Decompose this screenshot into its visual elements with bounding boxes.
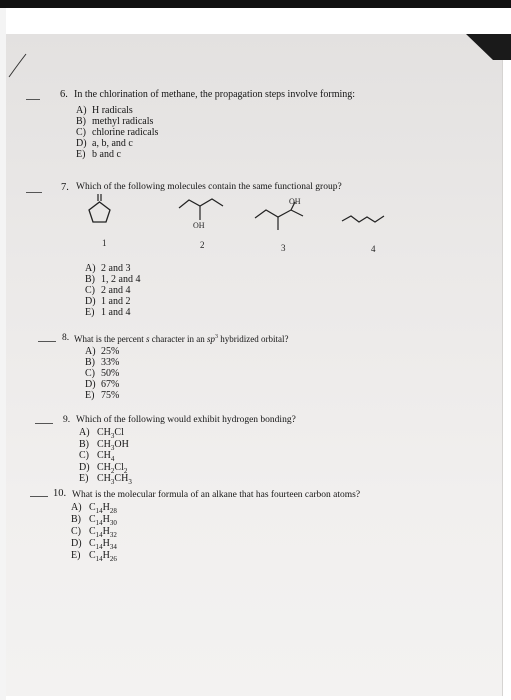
option-letter: C) xyxy=(71,526,81,537)
option-letter: B) xyxy=(71,514,81,525)
molecule-number: 3 xyxy=(281,243,286,253)
option-text: methyl radicals xyxy=(92,116,154,127)
option-letter: C) xyxy=(85,285,95,296)
option-text: H radicals xyxy=(92,105,133,116)
option-text: 2 and 3 xyxy=(101,263,131,274)
option-formula: $CH_4$ xyxy=(97,450,115,463)
stem-part: sp xyxy=(206,334,215,344)
option-letter: D) xyxy=(76,138,87,149)
option-formula: $CH_2Cl_2$ xyxy=(97,461,128,475)
option-text: b and c xyxy=(92,149,121,160)
option-text: 33% xyxy=(101,357,120,368)
option-formula: $CH_3OH$ xyxy=(97,438,129,452)
option-letter: E) xyxy=(71,550,81,561)
option-letter: D) xyxy=(85,296,96,307)
option-letter: C) xyxy=(76,127,86,138)
pen-mark xyxy=(6,50,36,80)
option-letter: D) xyxy=(71,538,82,549)
option-letter: D) xyxy=(79,461,90,473)
option-text: 75% xyxy=(101,390,120,401)
option-letter: E) xyxy=(79,473,89,484)
option-text: 25% xyxy=(101,346,120,357)
molecule-1-cyclopentanone xyxy=(80,193,120,227)
answer-blank-q10[interactable] xyxy=(30,496,48,497)
option-text: chlorine radicals xyxy=(92,127,159,138)
option-formula: $C_{14}H_{30}$ xyxy=(89,514,117,527)
question-stem: Which of the following molecules contain the same functional group? xyxy=(76,182,342,192)
question-number: 7. xyxy=(61,182,69,193)
option-letter: A) xyxy=(79,427,90,438)
option-text: 1, 2 and 4 xyxy=(101,274,141,285)
option-letter: B) xyxy=(85,274,95,285)
option-letter: B) xyxy=(76,116,86,127)
answer-blank-q9[interactable] xyxy=(35,423,53,424)
hydroxyl-label: OH xyxy=(193,221,205,230)
hydroxyl-label: OH xyxy=(289,197,301,206)
option-letter: A) xyxy=(76,105,87,116)
stem-part: s xyxy=(145,334,150,344)
option-text: 2 and 4 xyxy=(101,285,131,296)
molecule-2-alcohol xyxy=(176,196,226,224)
option-formula: $CH_3CH_3$ xyxy=(97,473,132,486)
answer-blank-q7[interactable] xyxy=(26,192,42,193)
option-letter: A) xyxy=(85,263,96,274)
molecule-number: 1 xyxy=(102,238,107,248)
option-letter: E) xyxy=(85,390,95,401)
answer-blank-q8[interactable] xyxy=(38,341,56,342)
question-stem xyxy=(74,334,288,344)
molecule-number: 4 xyxy=(371,244,376,254)
option-formula: $C_{14}H_{32}$ xyxy=(89,526,117,539)
question-number: 8. xyxy=(62,333,70,343)
question-stem: Which of the following would exhibit hydrogen bonding? xyxy=(76,415,296,425)
stem-part: hybridized orbital? xyxy=(217,334,289,344)
option-text: 1 and 2 xyxy=(101,296,131,307)
answer-blank-q6[interactable] xyxy=(26,99,40,100)
option-formula: $C_{14}H_{34}$ xyxy=(89,538,117,551)
option-text: 1 and 4 xyxy=(101,307,131,318)
option-letter: E) xyxy=(85,307,95,318)
option-formula: $C_{14}H_{26}$ xyxy=(89,550,117,563)
option-text: 50% xyxy=(101,368,120,379)
option-letter: C) xyxy=(85,368,95,379)
question-stem: In the chlorination of methane, the propagation steps involve forming: xyxy=(74,89,356,100)
molecule-number: 2 xyxy=(200,240,205,250)
option-formula: $C_{14}H_{28}$ xyxy=(89,502,117,515)
top-dark-bar xyxy=(0,0,511,8)
question-number: 9. xyxy=(63,415,71,425)
stem-superscript: 3 xyxy=(214,334,218,340)
question-number: 6. xyxy=(60,89,68,100)
option-letter: A) xyxy=(71,502,82,513)
option-letter: D) xyxy=(85,379,96,390)
option-text: 67% xyxy=(101,379,120,390)
option-letter: B) xyxy=(85,357,95,368)
option-letter: A) xyxy=(85,346,96,357)
question-number: 10. xyxy=(53,488,67,499)
stem-part: What is the percent xyxy=(74,334,146,344)
molecule-4-ether xyxy=(340,212,388,228)
option-letter: E) xyxy=(76,149,86,160)
option-text: a, b, and c xyxy=(92,138,133,149)
option-formula: $CH_3Cl$ xyxy=(97,427,124,440)
stem-part: character in an xyxy=(149,334,207,344)
option-letter: B) xyxy=(79,438,89,450)
option-letter: C) xyxy=(79,450,89,461)
question-stem: What is the molecular formula of an alkane that has fourteen carbon atoms? xyxy=(72,490,361,500)
